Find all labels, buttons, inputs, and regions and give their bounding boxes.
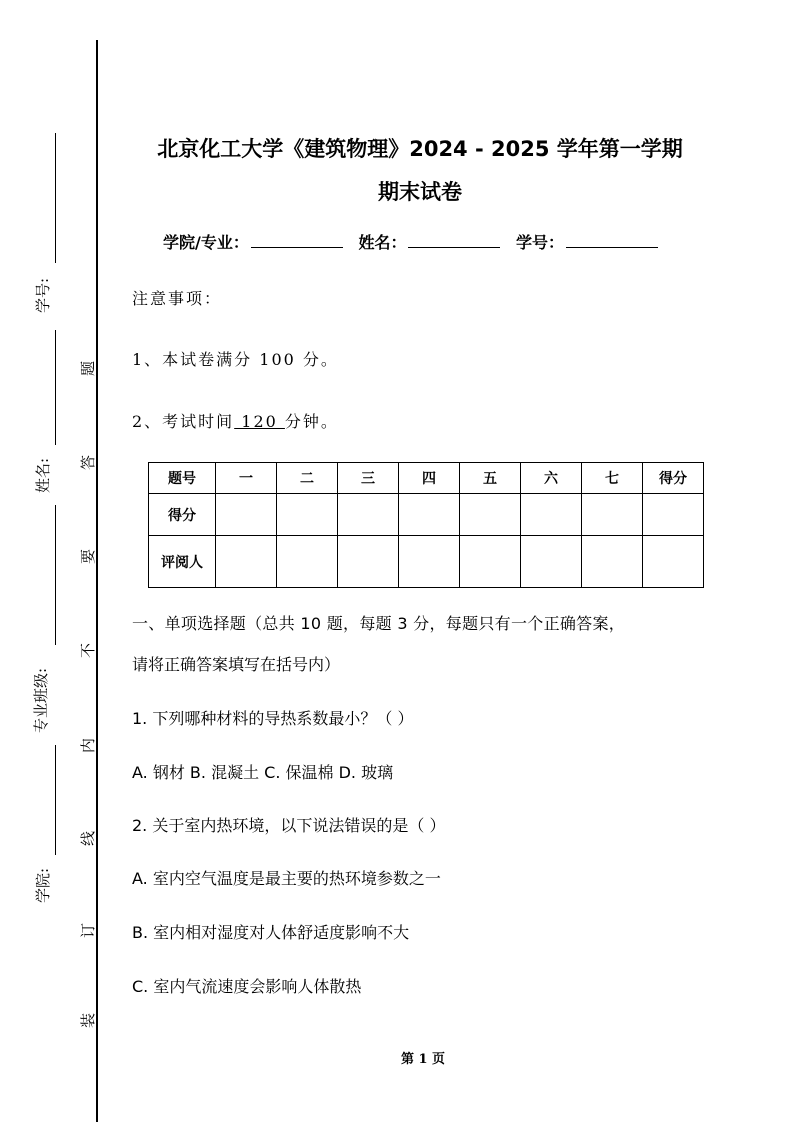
question-options: A. 钢材 B. 混凝土 C. 保温棉 D. 玻璃 bbox=[132, 763, 394, 782]
table-header-row bbox=[149, 463, 704, 494]
margin-label-name: 姓名: bbox=[34, 457, 53, 494]
table-header-cell: 一 bbox=[216, 463, 277, 494]
table-header-cell: 题号 bbox=[149, 463, 216, 494]
row-label: 得分 bbox=[149, 494, 216, 536]
margin-label-student-id: 学号: bbox=[34, 277, 53, 314]
margin-line bbox=[55, 133, 56, 263]
table-row bbox=[149, 494, 704, 536]
table-cell[interactable] bbox=[521, 536, 582, 588]
question-stem: 1. 下列哪种材料的导热系数最小？（ ） bbox=[132, 709, 414, 728]
id-label: 学号： bbox=[516, 233, 565, 252]
margin-line bbox=[55, 745, 56, 855]
question-stem: 2. 关于室内热环境，以下说法错误的是（ ） bbox=[132, 816, 446, 835]
table-header-cell: 三 bbox=[338, 463, 399, 494]
table-cell[interactable] bbox=[338, 494, 399, 536]
margin-label-class: 专业班级: bbox=[32, 667, 51, 734]
table-cell[interactable] bbox=[277, 494, 338, 536]
college-label: 学院/专业： bbox=[163, 233, 249, 252]
question-option: C. 室内气流速度会影响人体散热 bbox=[132, 977, 362, 996]
table-cell[interactable] bbox=[582, 536, 643, 588]
table-header-cell: 七 bbox=[582, 463, 643, 494]
table-cell[interactable] bbox=[216, 494, 277, 536]
table-cell[interactable] bbox=[460, 536, 521, 588]
note-text: 分钟。 bbox=[284, 412, 339, 431]
table-cell[interactable] bbox=[643, 494, 704, 536]
id-field[interactable] bbox=[566, 233, 658, 248]
table-header-cell: 得分 bbox=[643, 463, 704, 494]
note-item bbox=[132, 409, 339, 432]
seal-char: 要 bbox=[79, 548, 98, 565]
question-option: B. 室内相对湿度对人体舒适度影响不大 bbox=[132, 923, 410, 942]
table-cell[interactable] bbox=[338, 536, 399, 588]
table-cell[interactable] bbox=[643, 536, 704, 588]
table-cell[interactable] bbox=[277, 536, 338, 588]
seal-char: 装 bbox=[79, 1012, 98, 1029]
name-field[interactable] bbox=[408, 233, 500, 248]
name-label: 姓名： bbox=[358, 233, 407, 252]
question-option: A. 室内空气温度是最主要的热环境参数之一 bbox=[132, 869, 441, 888]
margin-label-college: 学院: bbox=[34, 867, 53, 904]
score-table bbox=[148, 462, 704, 588]
table-row bbox=[149, 536, 704, 588]
table-header-cell: 二 bbox=[277, 463, 338, 494]
margin-line bbox=[55, 505, 56, 645]
notes-heading: 注意事项： bbox=[132, 289, 223, 308]
table-header-cell: 五 bbox=[460, 463, 521, 494]
exam-title: 北京化工大学《建筑物理》2024 - 2025 学年第一学期 bbox=[157, 137, 683, 161]
table-cell[interactable] bbox=[399, 494, 460, 536]
seal-char: 订 bbox=[79, 922, 98, 939]
student-info-line bbox=[163, 230, 668, 253]
seal-char: 不 bbox=[79, 642, 98, 659]
seal-char: 答 bbox=[79, 454, 98, 471]
section-heading: 请将正确答案填写在括号内） bbox=[132, 655, 341, 674]
table-header-cell: 四 bbox=[399, 463, 460, 494]
table-header-cell: 六 bbox=[521, 463, 582, 494]
note-item: 1、本试卷满分 100 分。 bbox=[132, 350, 339, 369]
section-heading: 一、单项选择题（总共 10 题，每题 3 分，每题只有一个正确答案， bbox=[132, 614, 626, 633]
margin-line bbox=[55, 330, 56, 445]
row-label: 评阅人 bbox=[149, 536, 216, 588]
binding-line bbox=[96, 40, 98, 1122]
seal-char: 线 bbox=[79, 830, 98, 847]
table-cell[interactable] bbox=[216, 536, 277, 588]
seal-char: 内 bbox=[79, 737, 98, 754]
note-text: 2、考试时间 bbox=[132, 412, 235, 431]
page-number: 第 1 页 bbox=[400, 1052, 446, 1067]
table-cell[interactable] bbox=[521, 494, 582, 536]
exam-duration: 120 bbox=[234, 412, 285, 431]
table-cell[interactable] bbox=[399, 536, 460, 588]
college-field[interactable] bbox=[251, 233, 343, 248]
seal-char: 题 bbox=[79, 360, 98, 377]
table-cell[interactable] bbox=[460, 494, 521, 536]
table-cell[interactable] bbox=[582, 494, 643, 536]
exam-subtitle: 期末试卷 bbox=[378, 180, 462, 204]
